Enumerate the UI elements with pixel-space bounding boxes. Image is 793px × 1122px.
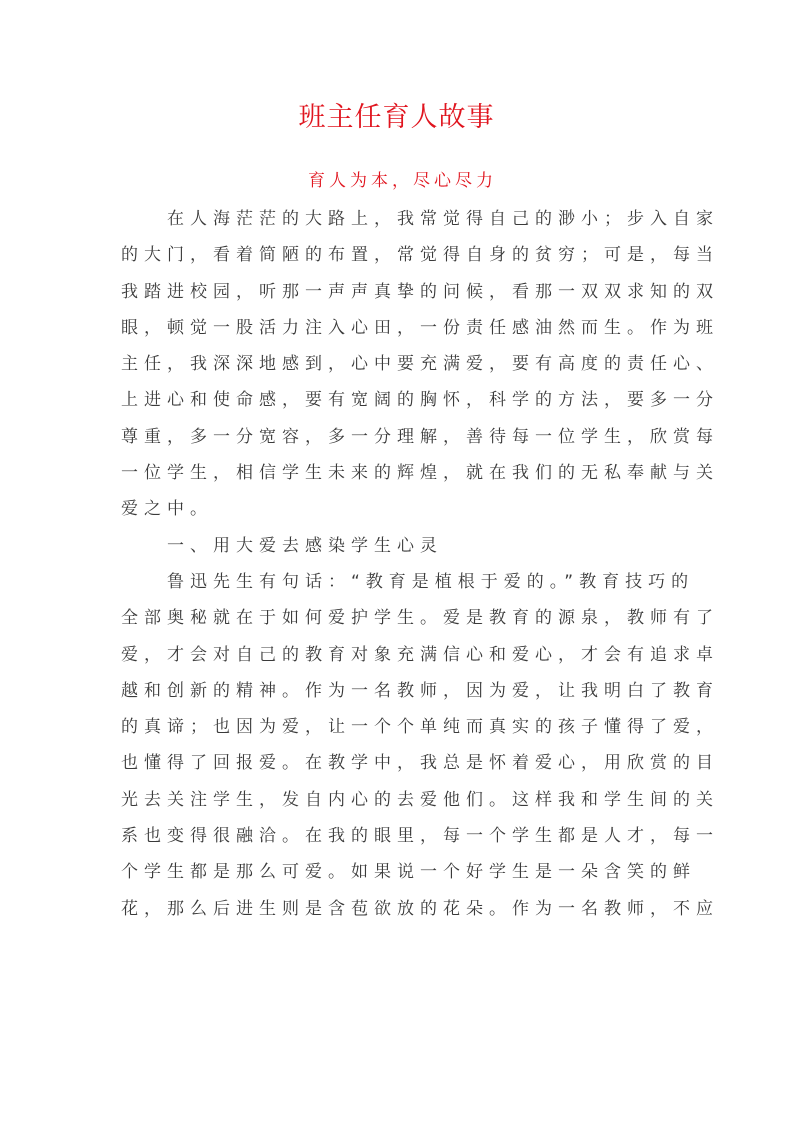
text-line: 鲁迅先生有句话：“教育是植根于爱的。”教育技巧的	[167, 571, 695, 592]
text-line: 在人海茫茫的大路上，我常觉得自己的渺小；步入自家	[167, 209, 719, 229]
text-line: 爱之中。	[121, 499, 213, 520]
text-line: 全部奥秘就在于如何爱护学生。爱是教育的源泉，教师有了	[121, 608, 719, 629]
document-title: 班主任育人故事	[298, 102, 495, 133]
text-line: 眼，顿觉一股活力注入心田，一份责任感油然而生。作为班	[121, 317, 719, 338]
text-line: 系也变得很融洽。在我的眼里，每一个学生都是人才，每一	[121, 826, 719, 847]
text-line: 爱，才会对自己的教育对象充满信心和爱心，才会有追求卓	[121, 644, 719, 665]
text-line: 我踏进校园，听那一声声真挚的问候，看那一双双求知的双	[121, 281, 719, 302]
text-line: 越和创新的精神。作为一名教师，因为爱，让我明白了教育	[121, 680, 719, 701]
text-line: 花，那么后进生则是含苞欲放的花朵。作为一名教师，不应	[121, 898, 719, 919]
document-subtitle: 育人为本，尽心尽力	[308, 171, 497, 191]
text-line: 上进心和使命感，要有宽阔的胸怀，科学的方法，要多一分	[121, 390, 719, 411]
text-line: 主任，我深深地感到，心中要充满爱，要有高度的责任心、	[121, 354, 719, 375]
section-heading: 一、用大爱去感染学生心灵	[167, 535, 443, 556]
text-line: 一位学生，相信学生未来的辉煌，就在我们的无私奉献与关	[121, 463, 719, 484]
text-line: 的大门，看着简陋的布置，常觉得自身的贫穷；可是，每当	[121, 245, 719, 266]
text-line: 尊重，多一分宽容，多一分理解，善待每一位学生，欣赏每	[121, 426, 719, 447]
text-line: 光去关注学生，发自内心的去爱他们。这样我和学生间的关	[121, 789, 719, 810]
text-line: 也懂得了回报爱。在教学中，我总是怀着爱心，用欣赏的目	[121, 753, 719, 774]
text-line: 个学生都是那么可爱。如果说一个好学生是一朵含笑的鲜	[121, 862, 696, 883]
document-body	[121, 201, 719, 927]
text-line: 的真谛；也因为爱，让一个个单纯而真实的孩子懂得了爱，	[121, 717, 719, 738]
